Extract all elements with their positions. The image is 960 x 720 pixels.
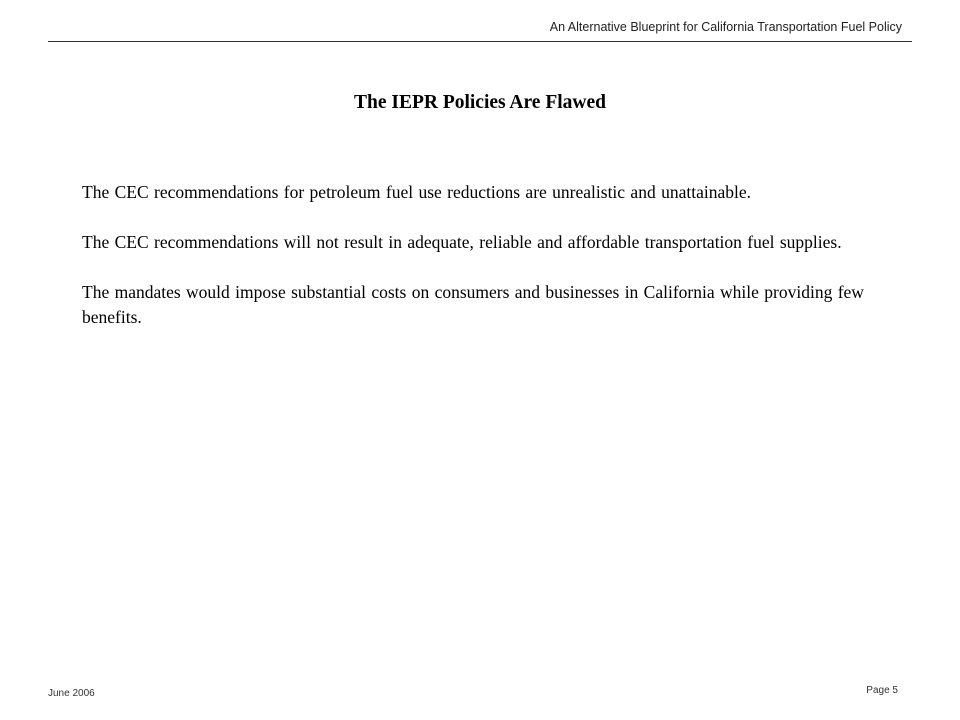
body-paragraph: The CEC recommendations will not result in adequate, reliable and affordable transportation fuel supplies. — [82, 232, 842, 252]
header-divider — [48, 41, 912, 42]
slide-title: The IEPR Policies Are Flawed — [353, 92, 607, 113]
document-header-title: An Alternative Blueprint for California Transportation Fuel Policy — [549, 20, 902, 34]
body-text — [82, 180, 892, 355]
footer-date: June 2006 — [48, 688, 95, 699]
page-number: Page 5 — [866, 685, 898, 696]
body-paragraph: The mandates would impose substantial costs on consumers and businesses in California while providing few benefits. — [82, 282, 864, 327]
body-paragraph: The CEC recommendations for petroleum fuel use reductions are unrealistic and unattainable. — [82, 182, 751, 202]
